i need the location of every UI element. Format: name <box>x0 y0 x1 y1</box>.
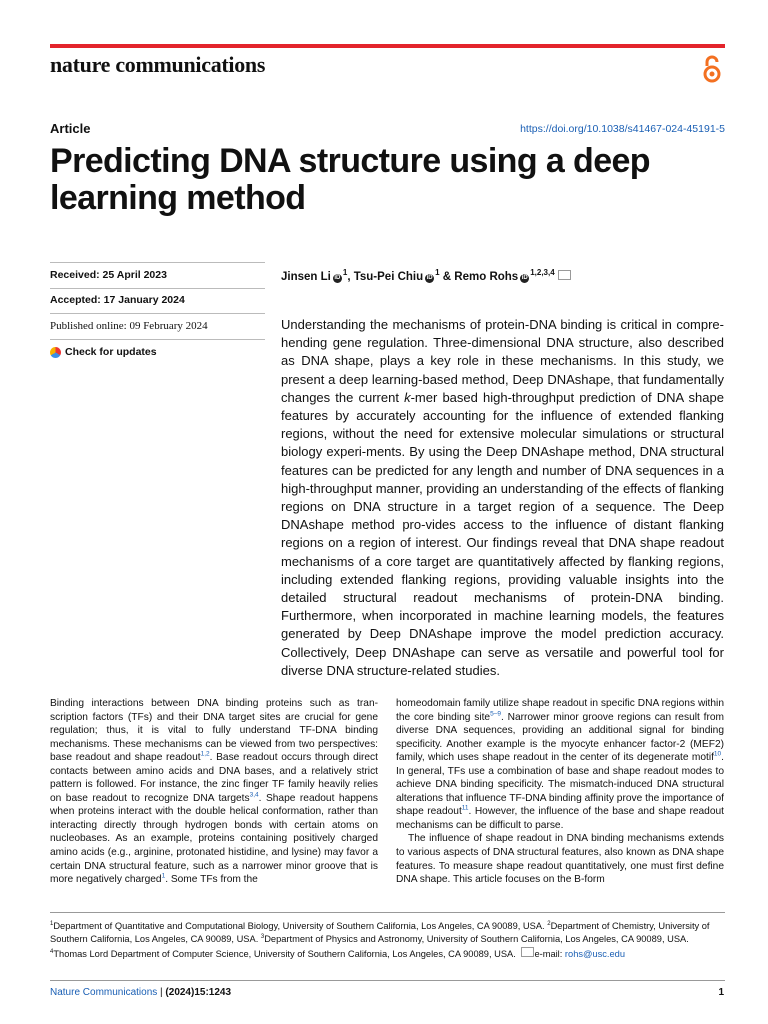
citation-link[interactable]: 10 <box>713 750 722 758</box>
citation-link[interactable]: 1 <box>161 872 166 880</box>
email-label: e-mail: <box>534 948 565 959</box>
author-name[interactable]: Tsu-Pei Chiu <box>353 270 424 283</box>
open-access-icon <box>700 54 724 84</box>
body-column-left <box>50 697 378 887</box>
author-separator: , <box>347 270 354 283</box>
meta-divider <box>50 339 265 340</box>
abstract-text: -mer based high-throughput prediction of DNA shape features by accurately accounting for the influence of extended flanking regions, without the need for extensive molecular simulations or structural biology experi-ments. By using the Deep DNAshape method, DNA structural features can be predicted for any length and number of DNA sequences in a high-throughput manner, providing an understanding of the effects of flanking regions on DNA structure in a target region of a sequence. The Deep DNAshape method pro-vides access to the influence of distant flanking regions on a region of interest. Our findings reveal that DNA shape readout mechanisms of a core target are quantitatively affected by flanking regions, including extended flanking regions, providing valuable insights into the detailed structural readout mechanisms of protein-DNA binding. Furthermore, when incorporated in machine learning models, the features generated by Deep DNAshape improve the model prediction accuracy. Collectively, Deep DNAshape can serve as versatile and powerful tool for diverse DNA structure-related studies. <box>281 389 724 678</box>
orcid-icon[interactable]: iD <box>334 274 341 281</box>
body-text: . Base readout occurs through direct contacts between amino acids and DNA bases, and a relatively strict pattern is followed. For instance, the zinc finger TF family heavily relies on base readout to recognize DNA targets <box>50 752 378 804</box>
footer-divider <box>50 980 725 981</box>
email-icon <box>521 947 534 957</box>
citation-link[interactable]: 5–9 <box>490 710 501 718</box>
doi-link[interactable]: https://doi.org/10.1038/s41467-024-45191-5 <box>520 123 725 135</box>
crossmark-icon <box>50 347 61 358</box>
body-text: . However, the influence of the base and shape readout mechanisms can be difficult to parse. <box>396 806 724 831</box>
citation-link[interactable]: 11 <box>461 804 469 812</box>
author-separator: & <box>439 270 455 283</box>
footer-citation <box>50 987 231 998</box>
orcid-icon[interactable]: iD <box>426 274 433 281</box>
check-for-updates-button[interactable] <box>50 346 157 358</box>
meta-divider <box>50 262 265 263</box>
body-text: . In general, TFs use a combination of base and shape readout modes to achieve DNA binding specificity. The mismatch-induced DNA structural alterations that influence TF-DNA binding affinity prove the importance of shape readout <box>396 752 724 818</box>
article-type-label: Article <box>50 121 91 136</box>
body-paragraph <box>50 697 378 887</box>
body-paragraph: The influence of shape readout in DNA binding mechanisms extends to various aspects of DNA structural features, also known as DNA shape features. To measure shape readout quantitatively, one must first define DNA shape. This article focuses on the B-form <box>396 833 724 886</box>
journal-name[interactable]: nature communications <box>50 52 266 77</box>
citation-link[interactable]: 1,2 <box>200 750 210 758</box>
affiliation-number: 2 <box>547 920 551 927</box>
affiliation-number: 3 <box>260 934 265 941</box>
affiliation-text: Thomas Lord Department of Computer Science, University of Southern California, Los Angeles, CA 90089, USA. <box>53 948 519 959</box>
body-text: . Shape readout happens when proteins interact with the double helical conformation, rather than interacting directly through hydrogen bonds with certain atoms on nucleobases. As an example, proteins containing positively charged amino acids (e.g., arginine, protonated histidine, and lysine) may favor a certain DNA structural feature, such as a narrower minor groove that is more negatively charged <box>50 792 378 886</box>
email-icon[interactable] <box>558 270 571 280</box>
footer-journal-link[interactable]: Nature Communications <box>50 987 158 998</box>
affiliation-number: 4 <box>50 948 54 955</box>
body-text: Binding interactions between DNA binding proteins such as tran-scription factors (TFs) and their DNA target sites are crucial for gene regulation; thus, it is vital to fully understand TF-DNA binding mechanisms. These mechanisms can be viewed from two perspectives: base readout and shape readout <box>50 698 378 764</box>
check-for-updates-label: Check for updates <box>65 346 157 358</box>
affiliation-text: Department of Physics and Astronomy, University of Southern California, Los Angeles, CA 90089, USA. <box>264 934 689 945</box>
author-name[interactable]: Remo Rohs <box>454 270 519 283</box>
affiliation-number: 1 <box>50 920 54 927</box>
orcid-icon[interactable]: iD <box>521 274 528 281</box>
abstract <box>281 316 724 680</box>
meta-divider <box>50 313 265 314</box>
accepted-date: Accepted: 17 January 2024 <box>50 294 185 306</box>
body-text: . Some TFs from the <box>165 874 258 886</box>
header-rule <box>50 44 725 48</box>
abstract-italic: k <box>404 389 411 405</box>
published-date: Published online: 09 February 2024 <box>50 320 208 332</box>
footer-volume: (2024)15:1243 <box>165 987 232 998</box>
meta-divider <box>50 288 265 289</box>
affiliation-text: Department of Quantitative and Computational Biology, University of Southern California, Los Angeles, CA 90089, USA. <box>53 921 548 931</box>
affiliation-ref: 1 <box>435 268 440 277</box>
received-date: Received: 25 April 2023 <box>50 269 167 281</box>
body-text: homeodomain family utilize shape readout in specific DNA regions within the core binding site <box>396 698 724 723</box>
affiliations-footnote <box>50 920 725 961</box>
page-number: 1 <box>718 987 724 998</box>
contact-email-link[interactable]: rohs@usc.edu <box>564 948 626 959</box>
affiliation-text: Department of Chemistry, University of Southern California, Los Angeles, CA 90089, USA. <box>50 921 710 945</box>
citation-link[interactable]: 3,4 <box>249 791 259 799</box>
author-name[interactable]: Jinsen Li <box>281 270 331 283</box>
body-paragraph <box>396 697 724 832</box>
body-column-right <box>396 697 724 887</box>
author-list <box>281 268 571 283</box>
footer-separator: | <box>157 987 166 998</box>
body-text: . Narrower minor groove regions can result from diverse DNA sequences, providing an additional signal for binding specificity. Another example is the myocyte enhancer factor-2 (MEF2) family, which uses shape readout in the center of its degenerate motif <box>396 711 725 764</box>
abstract-text: Understanding the mechanisms of protein-DNA binding is critical in compre-hending gene regulation. Three-dimensional DNA structure, also described as DNA shape, plays a key role in these mechanisms. In this study, we present a deep learning-based method, Deep DNAshape, that fundamentally changes the current <box>281 317 724 405</box>
article-title: Predicting DNA structure using a deep learning method <box>50 142 650 217</box>
footnote-divider <box>50 912 725 913</box>
affiliation-ref: 1 <box>342 268 348 277</box>
affiliation-ref: 1,2,3,4 <box>530 268 555 277</box>
